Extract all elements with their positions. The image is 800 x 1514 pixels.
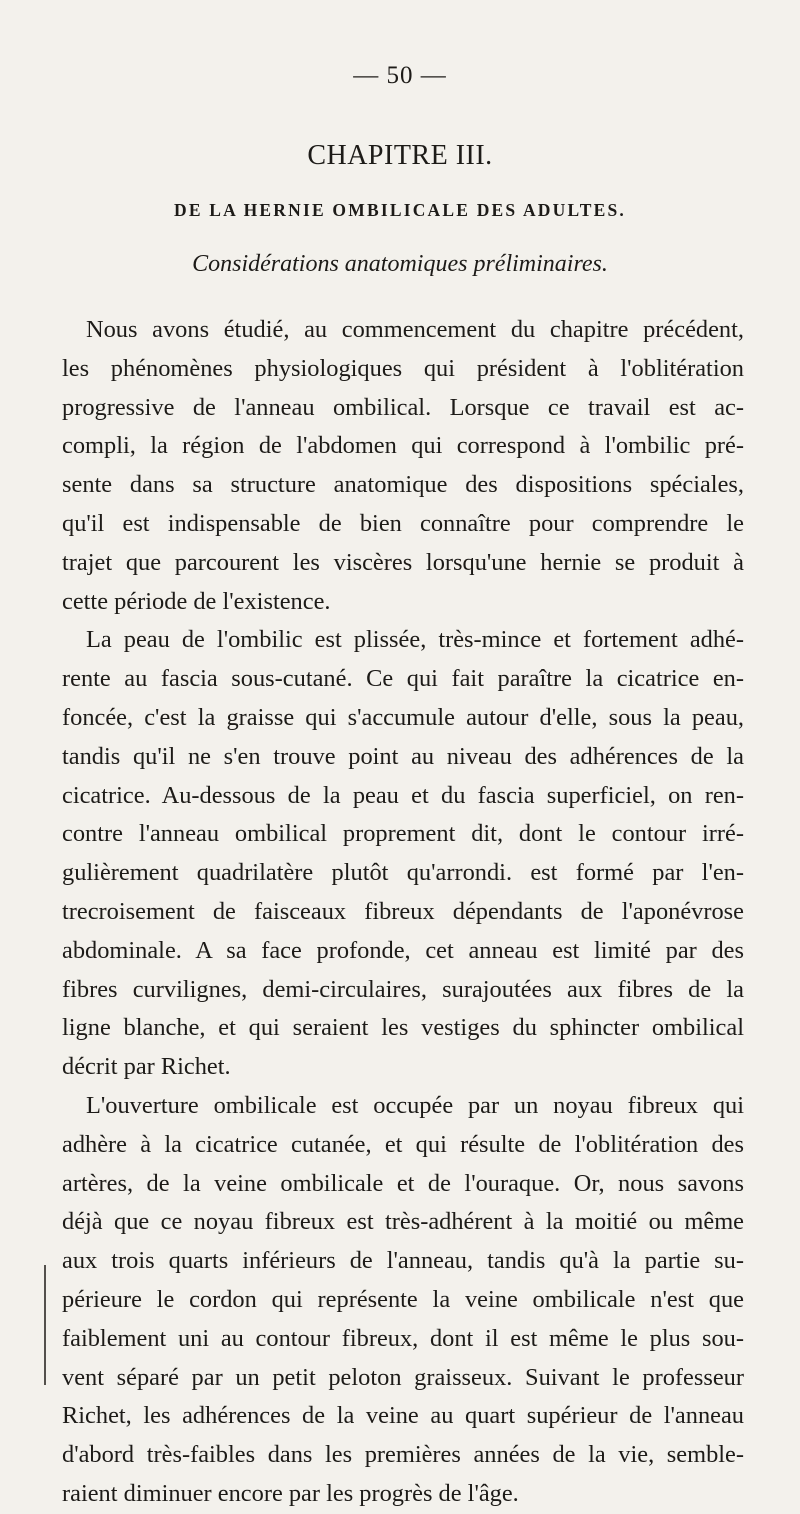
margin-mark — [44, 1265, 46, 1385]
subtitle: Considérations anatomiques préliminaires. — [192, 251, 608, 277]
text-line: déjà que ce noyau fibreux est très-adhérent à la moitié ou même — [62, 1208, 744, 1236]
text-line: trajet que parcourent les viscères lorsqu'une hernie se produit à — [62, 548, 744, 576]
text-line: rente au fascia sous-cutané. Ce qui fait paraître la cicatrice en- — [62, 665, 744, 693]
text-line: artères, de la veine ombilicale et de l'ouraque. Or, nous savons — [62, 1169, 744, 1197]
text-line: sente dans sa structure anatomique des dispositions spéciales, — [62, 471, 744, 499]
text-line: tandis qu'il ne s'en trouve point au niveau des adhérences de la — [62, 742, 744, 770]
section-title: DE LA HERNIE OMBILICALE DES ADULTES. — [174, 200, 626, 220]
body-text — [62, 311, 744, 1514]
paragraph — [62, 1087, 744, 1514]
text-line: trecroisement de faisceaux fibreux dépendants de l'aponévrose — [62, 897, 744, 925]
chapter-title: CHAPITRE III. — [307, 140, 493, 171]
text-line: cicatrice. Au-dessous de la peau et du fascia superficiel, on ren- — [62, 781, 744, 809]
text-line: L'ouverture ombilicale est occupée par un noyau fibreux qui — [86, 1091, 744, 1119]
text-line: La peau de l'ombilic est plissée, très-mince et fortement adhé- — [86, 626, 744, 654]
text-line: d'abord très-faibles dans les premières années de la vie, semble- — [62, 1441, 744, 1469]
text-line: progressive de l'anneau ombilical. Lorsque ce travail est ac- — [62, 393, 744, 421]
text-line: gulièrement quadrilatère plutôt qu'arrondi. est formé par l'en- — [62, 859, 744, 887]
text-line: faiblement uni au contour fibreux, dont il est même le plus sou- — [62, 1324, 744, 1352]
text-line: adhère à la cicatrice cutanée, et qui résulte de l'oblitération des — [62, 1130, 744, 1158]
text-line: compli, la région de l'abdomen qui correspond à l'ombilic pré- — [62, 432, 744, 460]
text-line: périeure le cordon qui représente la veine ombilicale n'est que — [62, 1285, 744, 1313]
text-line: raient diminuer encore par les progrès de l'âge. — [62, 1479, 519, 1507]
text-line: fibres curvilignes, demi-circulaires, surajoutées aux fibres de la — [62, 975, 744, 1003]
text-line: qu'il est indispensable de bien connaître pour comprendre le — [62, 509, 744, 537]
text-line: aux trois quarts inférieurs de l'anneau, tandis qu'à la partie su- — [62, 1247, 744, 1275]
text-line: Richet, les adhérences de la veine au quart supérieur de l'anneau — [62, 1402, 744, 1430]
text-line: décrit par Richet. — [62, 1053, 231, 1081]
page-number: — 50 — — [353, 62, 447, 89]
paragraph — [62, 621, 744, 1087]
text-line: contre l'anneau ombilical proprement dit, dont le contour irré- — [62, 820, 744, 848]
text-line: Nous avons étudié, au commencement du chapitre précédent, — [86, 316, 744, 343]
text-line: les phénomènes physiologiques qui président à l'oblitération — [62, 354, 744, 382]
text-line: foncée, c'est la graisse qui s'accumule autour d'elle, sous la peau, — [62, 703, 744, 731]
text-line: ligne blanche, et qui seraient les vestiges du sphincter ombilical — [62, 1014, 744, 1042]
text-line: abdominale. A sa face profonde, cet anneau est limité par des — [62, 936, 744, 964]
text-line: vent séparé par un petit peloton graisseux. Suivant le professeur — [62, 1363, 744, 1391]
paragraph — [62, 311, 744, 621]
text-line: cette période de l'existence. — [62, 587, 331, 615]
